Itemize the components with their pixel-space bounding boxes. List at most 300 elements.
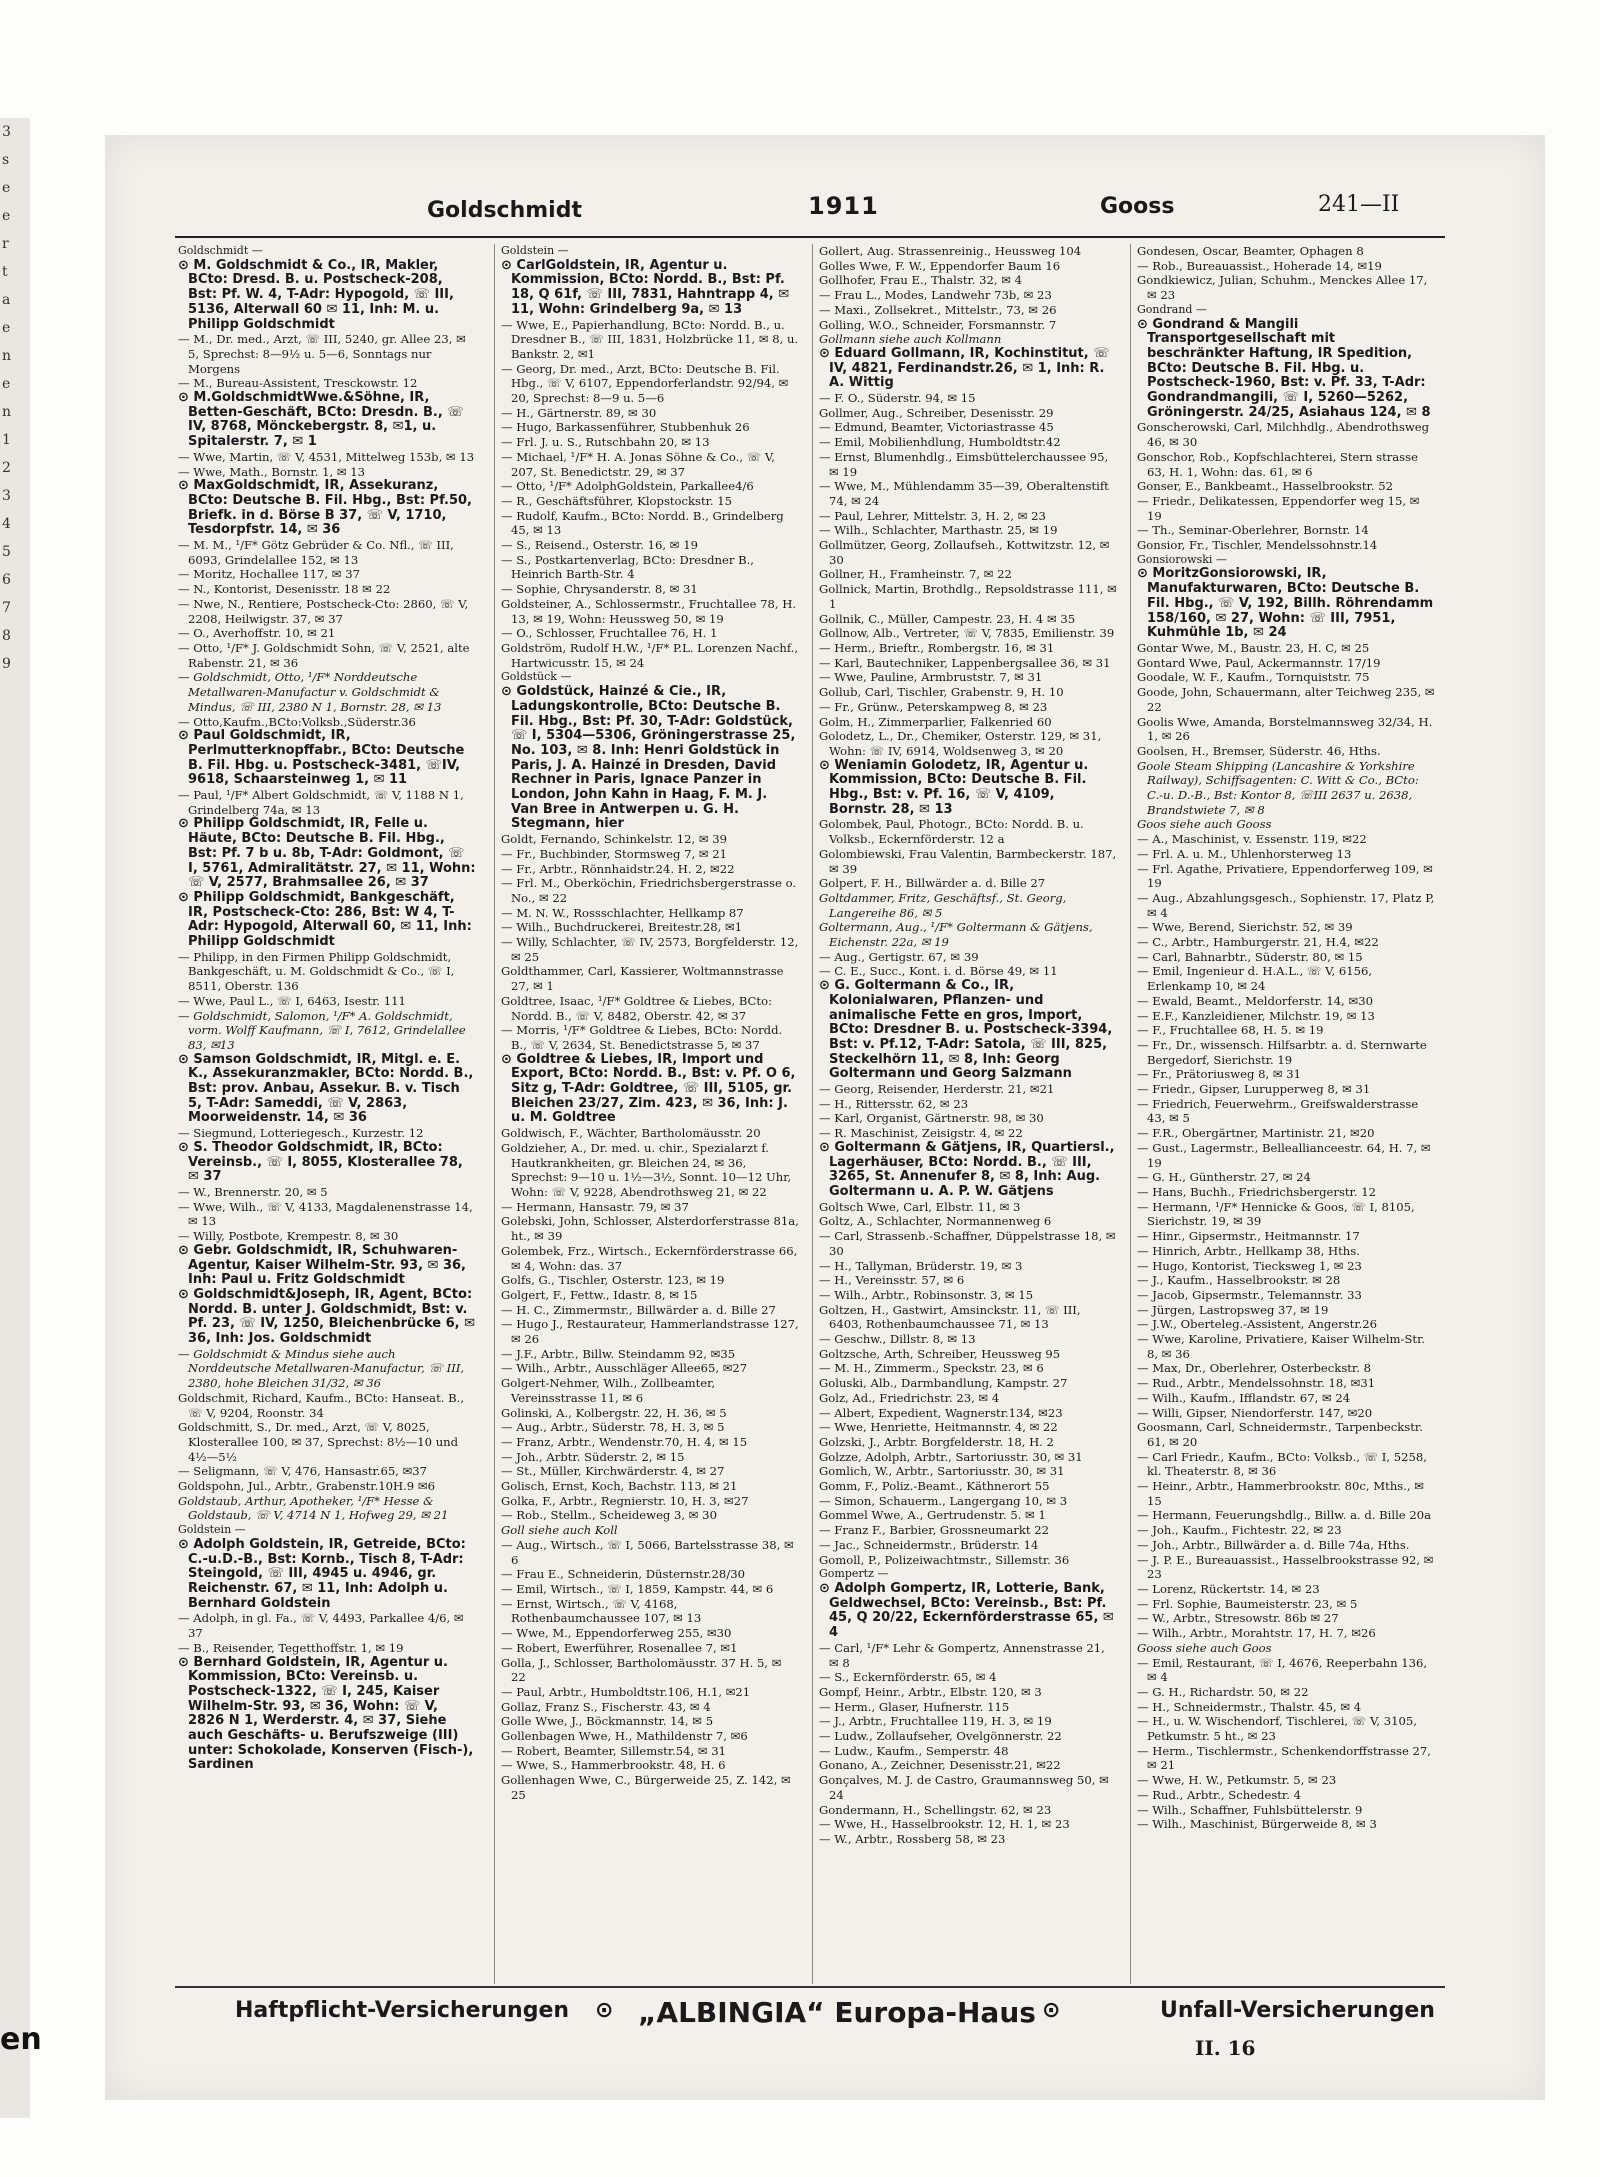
directory-entry: Gollmützer, Georg, Zollaufseh., Kottwitzstr. 12, ✉ 30 (819, 538, 1110, 567)
directory-entry: — H., Schneidermstr., Thalstr. 45, ✉ 4 (1137, 1699, 1362, 1714)
directory-entry: — Wwe, Henriette, Heitmannstr. 4, ✉ 22 (819, 1420, 1058, 1435)
directory-entry: — Ernst, Wirtsch., ☏ V, 4168, Rothenbaumchaussee 107, ✉ 13 (501, 1596, 702, 1626)
directory-entry: Gollaz, Franz S., Fischerstr. 43, ✉ 4 (501, 1699, 711, 1714)
directory-entry: Goldsteiner, A., Schlossermstr., Fruchtallee 78, H. 13, ✉ 19, Wohn: Heussweg 50, ✉ 19 (501, 596, 797, 626)
directory-entry: Goolis Wwe, Amanda, Borstelmannsweg 32/34, H. 1, ✉ 26 (1137, 714, 1433, 744)
directory-entry: — Wwe, M., Eppendorferweg 255, ✉30 (501, 1626, 732, 1641)
directory-entry: — Carl, Strassenb.-Schaffner, Düppelstrasse 18, ✉ 30 (819, 1229, 1116, 1258)
footer-bullet-icon: ⊙ (1042, 1998, 1061, 2023)
directory-entry: — Siegmund, Lotteriegesch., Kurzestr. 12 (178, 1126, 424, 1141)
directory-entry: — Frl. Agathe, Privatiere, Eppendorferweg 109, ✉ 19 (1137, 861, 1433, 891)
directory-entry: Gollenhagen Wwe, C., Bürgerweide 25, Z. 142, ✉ 25 (501, 1773, 791, 1802)
directory-entry: Goluski, Alb., Darmbandlung, Kampstr. 27 (819, 1376, 1068, 1391)
directory-entry: Golgert, F., Fettw., Idastr. 8, ✉ 15 (501, 1287, 698, 1302)
directory-entry: ⊙ Samson Goldschmidt, IR, Mitgl. e. E. K., Assekuranzmakler, BCto: Nordd. B., Bst: prov. Anbau, Assekur. B. v. Tisch 5, T-Adr: Sameddi, ☏ V, 2863, Moorweidenstr. 14, ✉ 36 (178, 1051, 474, 1126)
edge-fragment: 6 (2, 572, 11, 588)
column-4 (1130, 244, 1435, 1984)
directory-entry: — S., Postkartenverlag, BCto: Dresdner B., Heinrich Barth-Str. 4 (501, 552, 754, 582)
footer-center-text: „ALBINGIA“ Europa-Haus (638, 1996, 1036, 2029)
directory-entry: — Edmund, Beamter, Victoriastrasse 45 (819, 420, 1054, 435)
directory-entry: — J. P. E., Bureauassist., Hasselbrookstrasse 92, ✉ 23 (1137, 1552, 1434, 1582)
directory-entry: — Willi, Gipser, Niendorferstr. 147, ✉20 (1137, 1405, 1373, 1420)
signature-mark: II. 16 (1195, 2036, 1256, 2060)
directory-entry: Gonçalves, M. J. de Castro, Graumannsweg 50, ✉ 24 (819, 1773, 1109, 1802)
directory-entry: ⊙ Goldschmidt&Joseph, IR, Agent, BCto: Nordd. B. unter J. Goldschmidt, Bst: v. Pf. 23, ☏ IV, 1250, Bleichenbrücke 6, ✉ 36, Inh: Jos. Goldschmidt (178, 1286, 475, 1347)
directory-entry: Gondesen, Oscar, Beamter, Ophagen 8 (1137, 244, 1364, 258)
directory-entry: — M. M., ¹/F* Götz Gebrüder & Co. Nfl., ☏ III, 6093, Grindelallee 152, ✉ 13 (178, 538, 454, 567)
section-heading: Gonsiorowski — (1137, 552, 1227, 566)
edge-fragment: e (2, 320, 11, 336)
edge-fragment: t (2, 264, 8, 280)
directory-entry: ⊙ Adolph Gompertz, IR, Lotterie, Bank, Geldwechsel, BCto: Vereinsb., Bst: Pf. 45, Q 20/22, Eckernförderstrasse 65, ✉ 4 (819, 1580, 1114, 1641)
directory-entry: Golgert-Nehmer, Wilh., Zollbeamter, Vereinsstrasse 11, ✉ 6 (501, 1376, 716, 1405)
directory-entry: — Robert, Beamter, Sillemstr.54, ✉ 31 (501, 1743, 727, 1758)
directory-entry: — Hugo, Barkassenführer, Stubbenhuk 26 (501, 420, 750, 435)
directory-entry: Gompf, Heinr., Arbtr., Elbstr. 120, ✉ 3 (819, 1684, 1042, 1699)
directory-entry: Goltz, A., Schlachter, Normannenweg 6 (819, 1214, 1052, 1229)
directory-entry: — Wilh., Arbtr., Robinsonstr. 3, ✉ 15 (819, 1287, 1034, 1302)
directory-entry: — Emil, Wirtsch., ☏ I, 1859, Kampstr. 44, ✉ 6 (501, 1581, 774, 1596)
edge-fragment: 7 (2, 600, 11, 616)
directory-entry: ⊙ Eduard Gollmann, IR, Kochinstitut, ☏ IV, 4821, Ferdinandstr.26, ✉ 1, Inh: R. A. Wittig (819, 345, 1110, 391)
edge-fragment: 8 (2, 628, 11, 644)
directory-entry: Gonschor, Rob., Kopfschlachterei, Stern strasse 63, H. 1, Wohn: das. 61, ✉ 6 (1137, 449, 1418, 479)
directory-entry: Golles Wwe, F. W., Eppendorfer Baum 16 (819, 258, 1061, 273)
footer-bullet-icon: ⊙ (595, 1998, 614, 2023)
directory-entry: — Ewald, Beamt., Meldorferstr. 14, ✉30 (1137, 993, 1373, 1008)
directory-entry: Golebski, John, Schlosser, Alsterdorferstrasse 81a, ht., ✉ 39 (501, 1214, 799, 1244)
directory-entry: Gollhofer, Frau E., Thalstr. 32, ✉ 4 (819, 273, 1023, 288)
directory-entry: — O., Schlosser, Fruchtallee 76, H. 1 (501, 626, 718, 641)
directory-entry: Gonscherowski, Carl, Milchhdlg., Abendrothsweg 46, ✉ 30 (1137, 420, 1430, 450)
directory-entry: — Hugo, Kontorist, Tiecksweg 1, ✉ 23 (1137, 1258, 1362, 1273)
directory-entry: Golpert, F. H., Billwärder a. d. Bille 27 (819, 876, 1046, 891)
directory-entry: — Wwe, M., Mühlendamm 35—39, Oberaltenstift 74, ✉ 24 (819, 479, 1109, 508)
directory-entry: Gonano, A., Zeichner, Desenisstr.21, ✉22 (819, 1758, 1061, 1773)
directory-entry: Goltzsche, Arth, Schreiber, Heussweg 95 (819, 1346, 1061, 1361)
directory-entry: — Fr., Prätoriusweg 8, ✉ 31 (1137, 1067, 1301, 1082)
directory-entry: — Gust., Lagermstr., Belleallianceestr. 64, H. 7, ✉ 19 (1137, 1140, 1431, 1170)
directory-entry: — Wilh., Arbtr., Ausschläger Allee65, ✉27 (501, 1361, 748, 1376)
previous-page-edge (0, 118, 30, 2118)
directory-entry: — M. H., Zimmerm., Speckstr. 23, ✉ 6 (819, 1361, 1044, 1376)
directory-entry: — Wilh., Kaufm., Ifflandstr. 67, ✉ 24 (1137, 1390, 1351, 1405)
edge-fragment: 4 (2, 516, 11, 532)
directory-entry: Gollnik, C., Müller, Campestr. 23, H. 4 ✉ 35 (819, 611, 1076, 626)
directory-entry: Golinski, A., Kolbergstr. 22, H. 36, ✉ 5 (501, 1405, 727, 1420)
edge-fragment: 1 (2, 432, 11, 448)
directory-entry: ⊙ Paul Goldschmidt, IR, Perlmutterknopffabr., BCto: Deutsche B. Fil. Hbg. u. Postscheck-3481, ☏IV, 9618, Schaarsteinweg 1, ✉ 11 (178, 728, 465, 788)
directory-entry: — Lorenz, Rückertstr. 14, ✉ 23 (1137, 1581, 1320, 1596)
edge-fragment: a (2, 292, 11, 308)
directory-entry: — Wilh., Schlachter, Marthastr. 25, ✉ 19 (819, 523, 1058, 538)
directory-entry: — Frl. J. u. S., Rutschbahn 20, ✉ 13 (501, 435, 710, 450)
directory-entry: — Fr., Arbtr., Rönnhaidstr.24. H. 2, ✉22 (501, 861, 735, 876)
directory-entry: Gonsior, Fr., Tischler, Mendelssohnstr.14 (1137, 538, 1378, 553)
directory-entry: ⊙ Adolph Goldstein, IR, Getreide, BCto: C.-u.D.-B., Bst: Kornb., Tisch 8, T-Adr: Steingold, ☏ III, 4945 u. 4946, gr. Reichenstr. 67, ✉ 11, Inh: Adolph u. Bernhard Goldstein (178, 1536, 466, 1611)
edge-fragment: n (2, 404, 12, 420)
header-last-entry: Gooss (1100, 194, 1175, 219)
directory-entry: — R. Maschinist, Zeisigstr. 4, ✉ 22 (819, 1126, 1023, 1141)
directory-entry: — Hinr., Gipsermstr., Heitmannstr. 17 (1137, 1229, 1360, 1244)
directory-entry: Golembek, Frz., Wirtsch., Eckernförderstrasse 66, ✉ 4, Wohn: das. 37 (501, 1243, 798, 1273)
directory-entry: — S., Reisend., Osterstr. 16, ✉ 19 (501, 538, 698, 553)
directory-entry: — Friedrich, Feuerwehrm., Greifswalderstrasse 43, ✉ 5 (1137, 1096, 1419, 1126)
directory-entry: Golla, J., Schlosser, Bartholomäusstr. 37 H. 5, ✉ 22 (501, 1655, 782, 1685)
directory-entry: Gomm, F., Poliz.-Beamt., Käthnerort 55 (819, 1479, 1050, 1494)
column-1 (178, 244, 476, 1984)
directory-entry: — Wwe, E., Papierhandlung, BCto: Nordd. B., u. Dresdner B., ☏ III, 1831, Holzbrücke 11, ✉ 8, u. Bankstr. 2, ✉1 (501, 317, 799, 361)
directory-entry: — Nwe, N., Rentiere, Postscheck-Cto: 2860, ☏ V, 2208, Heilwigstr. 37, ✉ 37 (178, 596, 469, 626)
directory-entry: — Frl. Sophie, Baumeisterstr. 23, ✉ 5 (1137, 1596, 1358, 1611)
directory-entry: — Morris, ¹/F* Goldtree & Liebes, BCto: Nordd. B., ☏ V, 2634, St. Benedictstrasse 5, ✉ 37 (501, 1023, 783, 1052)
directory-entry: Gooss siehe auch Goos (1137, 1640, 1272, 1655)
directory-entry: Gollnick, Martin, Brothdlg., Repsoldstrasse 111, ✉ 1 (819, 582, 1117, 611)
directory-entry: — Wilh., Buchdruckerei, Breitestr.28, ✉1 (501, 920, 743, 935)
directory-entry: Goldstaub, Arthur, Apotheker, ¹/F* Hesse & Goldstaub, ☏ V, 4714 N 1, Hofweg 29, ✉ 21 (178, 1493, 449, 1523)
directory-entry: — Karl, Organist, Gärtnerstr. 98, ✉ 30 (819, 1111, 1044, 1126)
directory-entry: — Fr., Grünw., Peterskampweg 8, ✉ 23 (819, 699, 1048, 714)
directory-entry: Goldström, Rudolf H.W., ¹/F* P.L. Lorenzen Nachf., Hartwicusstr. 15, ✉ 24 (501, 640, 799, 670)
directory-entry: Gondermann, H., Schellingstr. 62, ✉ 23 (819, 1802, 1052, 1817)
directory-entry: Gollnow, Alb., Vertreter, ☏ V, 7835, Emilienstr. 39 (819, 626, 1115, 641)
directory-entry: Golisch, Ernst, Koch, Bachstr. 113, ✉ 21 (501, 1479, 738, 1494)
directory-entry: Goldwisch, F., Wächter, Bartholomäusstr. 20 (501, 1126, 761, 1141)
page-header (175, 188, 1445, 228)
directory-entry: Golling, W.O., Schneider, Forsmannstr. 7 (819, 317, 1057, 332)
directory-entry: ⊙ M.GoldschmidtWwe.&Söhne, IR, Betten-Geschäft, BCto: Dresdn. B., ☏ IV, 8768, Mönckebergstr. 8, ✉1, u. Spitalerstr. 7, ✉ 1 (178, 390, 464, 450)
directory-entry: — Wwe, H., Hasselbrookstr. 12, H. 1, ✉ 23 (819, 1817, 1070, 1832)
directory-entry: — Th., Seminar-Oberlehrer, Bornstr. 14 (1137, 523, 1369, 538)
directory-entry: — Friedr., Delikatessen, Eppendorfer weg 15, ✉ 19 (1137, 493, 1420, 523)
directory-entry: — Emil, Restaurant, ☏ I, 4676, Reeperbahn 136, ✉ 4 (1137, 1655, 1428, 1685)
directory-entry: ⊙ Philipp Goldschmidt, Bankgeschäft, IR, Postscheck-Cto: 286, Bst: W 4, T-Adr: Hypogold, Alterwall 60, ✉ 11, Inh: Philipp Goldschmidt (178, 889, 472, 950)
directory-entry: Golombiewski, Frau Valentin, Barmbeckerstr. 187, ✉ 39 (819, 846, 1117, 876)
directory-entry: — Herm., Tischlermstr., Schenkendorffstrasse 27, ✉ 21 (1137, 1743, 1431, 1773)
directory-entry: — J.W., Oberteleg.-Assistent, Angerstr.26 (1137, 1317, 1378, 1332)
edge-fragment: 9 (2, 656, 11, 672)
directory-entry: Golm, H., Zimmerparlier, Falkenried 60 (819, 714, 1052, 729)
directory-entry: — Adolph, in gl. Fa., ☏ V, 4493, Parkallee 4/6, ✉ 37 (178, 1611, 464, 1641)
directory-entry: — Frl. M., Oberköchin, Friedrichsbergerstrasse o. No., ✉ 22 (501, 876, 797, 905)
directory-entry: — M., Dr. med., Arzt, ☏ III, 5240, gr. Allee 23, ✉ 5, Sprechst: 8—9½ u. 5—6, Sonntags nur Morgens (178, 332, 466, 376)
directory-entry: — F.R., Obergärtner, Martinistr. 21, ✉20 (1137, 1126, 1375, 1141)
directory-entry: Goodale, W. F., Kaufm., Tornquiststr. 75 (1137, 670, 1370, 685)
edge-fragment: 5 (2, 544, 11, 560)
directory-entry: Gonser, E., Bankbeamt., Hasselbrookstr. 52 (1137, 479, 1393, 494)
directory-entry: Golzski, J., Arbtr. Borgfelderstr. 18, H. 2 (819, 1434, 1054, 1449)
directory-entry: ⊙ Weniamin Golodetz, IR, Agentur u. Kommission, BCto: Deutsche B. Fil. Hbg., Bst: v. Pf. 16, ☏ V, 4109, Bornstr. 28, ✉ 13 (819, 757, 1089, 817)
directory-entry: Golombek, Paul, Photogr., BCto: Nordd. B. u. Volksb., Eckernförderstr. 12 a (819, 817, 1084, 847)
directory-entry: — Fr., Buchbinder, Stormsweg 7, ✉ 21 (501, 846, 727, 861)
directory-entry: — C., Arbtr., Hamburgerstr. 21, H.4, ✉22 (1137, 935, 1379, 950)
directory-entry: Goldspohn, Jul., Arbtr., Grabenstr.10H.9 ✉6 (178, 1479, 435, 1494)
directory-entry: — Frau E., Schneiderin, Düsternstr.28/30 (501, 1567, 745, 1582)
directory-entry: — H., Tallyman, Brüderstr. 19, ✉ 3 (819, 1258, 1023, 1273)
directory-columns (178, 244, 1448, 1984)
footer-left-text: Haftpflicht-Versicherungen (235, 1998, 570, 2023)
directory-entry: Golka, F., Arbtr., Regnierstr. 10, H. 3, ✉27 (501, 1493, 749, 1508)
directory-entry: — Fr., Dr., wissensch. Hilfsarbtr. a. d. Sternwarte Bergedorf, Sierichstr. 19 (1137, 1037, 1427, 1067)
previous-page-edge-bottom: en (0, 2022, 42, 2057)
directory-entry: Goldthammer, Carl, Kassierer, Woltmannstrasse 27, ✉ 1 (501, 964, 784, 994)
directory-entry: Goldt, Fernando, Schinkelstr. 12, ✉ 39 (501, 832, 728, 847)
directory-entry: — E.F., Kanzleidiener, Milchstr. 19, ✉ 13 (1137, 1008, 1375, 1023)
directory-entry: — J.F., Arbtr., Billw. Steindamm 92, ✉35 (501, 1346, 736, 1361)
directory-entry: — Simon, Schauerm., Langergang 10, ✉ 3 (819, 1493, 1068, 1508)
footer-rule (175, 1986, 1445, 1988)
directory-entry: — H., Vereinsstr. 57, ✉ 6 (819, 1273, 965, 1288)
directory-entry: — Carl, ¹/F* Lehr & Gompertz, Annenstrasse 21, ✉ 8 (819, 1640, 1105, 1670)
directory-entry: — Goldschmidt, Otto, ¹/F* Norddeutsche Metallwaren-Manufactur v. Goldschmidt & Mindus, ☏ III, 2380 N 1, Bornstr. 28, ✉ 13 (178, 670, 442, 714)
column-3 (812, 244, 1117, 1984)
directory-entry: — Goldschmidt & Mindus siehe auch Norddeutsche Metallwaren-Manufactur, ☏ III, 2380, hohe Bleichen 31/32, ✉ 36 (178, 1346, 465, 1391)
directory-entry: ⊙ Goltermann & Gätjens, IR, Quartiersl., Lagerhäuser, BCto: Nordd. B., ☏ III, 3265, St. Annenufer 8, ✉ 8, Inh: Aug. Goltermann u. A. P. W. Gätjens (819, 1139, 1115, 1199)
directory-entry: ⊙ Gebr. Goldschmidt, IR, Schuhwaren-Agentur, Kaiser Wilhelm-Str. 93, ✉ 36, Inh: Paul u. Fritz Goldschmidt (178, 1242, 466, 1288)
directory-entry: Goode, John, Schauermann, alter Teichweg 235, ✉ 22 (1137, 685, 1435, 714)
directory-entry: — Rob., Bureauassist., Hoherade 14, ✉19 (1137, 258, 1382, 273)
directory-entry: Goldschmit, Richard, Kaufm., BCto: Hanseat. B., ☏ V, 9204, Roonstr. 34 (178, 1390, 465, 1420)
directory-entry: Gontar Wwe, M., Baustr. 23, H. C, ✉ 25 (1137, 640, 1370, 655)
directory-entry: ⊙ G. Goltermann & Co., IR, Kolonialwaren, Pflanzen- und animalische Fette en gros, Import, BCto: Dresdner B. u. Postscheck-3394, Bst: v. Pf.12, T-Adr: Satola, ☏ III, 825, Steckelhörn 11, ✉ 8, Inh: Georg Goltermann und Georg Salzmann (819, 978, 1113, 1082)
column-2 (494, 244, 799, 1984)
directory-entry: ⊙ Gondrand & Mangili Transportgesellschaft mit beschränkter Haftung, IR Spedition, BCto: Deutsche B. Fil. Hbg. u. Postscheck-1960, Bst: v. Pf. 33, T-Adr: Gondrandmangili, ☏ I, 5260—5262, Gröningerstr. 24/25, Asiahaus 124, ✉ 8 (1137, 316, 1431, 420)
directory-entry: — Frau L., Modes, Landwehr 73b, ✉ 23 (819, 288, 1052, 303)
edge-fragment: e (2, 180, 11, 196)
directory-entry: — R., Geschäftsführer, Klopstockstr. 15 (501, 493, 733, 508)
directory-entry: — H., u. W. Wischendorf, Tischlerei, ☏ V, 3105, Petkumstr. 5 ht., ✉ 23 (1137, 1714, 1417, 1744)
directory-entry: Goll siehe auch Koll (501, 1523, 618, 1538)
directory-entry: — Wwe, Paul L., ☏ I, 6463, Isestr. 111 (178, 993, 406, 1008)
directory-entry: ⊙ MaxGoldschmidt, IR, Assekuranz, BCto: Deutsche B. Fil. Hbg., Bst: Pf.50, Briefk. in d. Börse B 37, ☏ V, 1710, Tesdorpfstr. 14, ✉ 36 (178, 478, 472, 538)
directory-entry: — Hermann, ¹/F* Hennicke & Goos, ☏ I, 8105, Sierichstr. 19, ✉ 39 (1137, 1199, 1415, 1229)
section-heading: Gompertz — (819, 1567, 889, 1581)
edge-fragment: e (2, 376, 11, 392)
directory-entry: Golz, Ad., Friedrichstr. 23, ✉ 4 (819, 1390, 1000, 1405)
directory-entry: — Wwe, Berend, Sierichstr. 52, ✉ 39 (1137, 920, 1353, 935)
edge-fragment: n (2, 348, 12, 364)
directory-entry: — Georg, Dr. med., Arzt, BCto: Deutsche B. Fil. Hbg., ☏ V, 6107, Eppendorferlandstr. 92/94, ✉ 20, Sprechst: 8—9 u. 5—6 (501, 361, 789, 406)
directory-entry: ⊙ Philipp Goldschmidt, IR, Felle u. Häute, BCto: Deutsche B. Fil. Hbg., Bst: Pf. 7 b u. 8b, T-Adr: Goldmont, ☏ I, 5761, Admiralitätstr. 27, ✉ 11, Wohn: ☏ V, 2577, Brahmsallee 26, ✉ 37 (178, 816, 476, 891)
directory-entry: — Emil, Ingenieur d. H.A.L., ☏ V, 6156, Erlenkamp 10, ✉ 24 (1137, 964, 1373, 994)
directory-entry: — M., Bureau-Assistent, Tresckowstr. 12 (178, 376, 418, 391)
directory-entry: — Jürgen, Lastropsweg 37, ✉ 19 (1137, 1302, 1329, 1317)
directory-entry: Golodetz, L., Dr., Chemiker, Osterstr. 129, ✉ 31, Wohn: ☏ IV, 6914, Woldsenweg 3, ✉ 20 (819, 729, 1102, 758)
directory-entry: Gondkiewicz, Julian, Schuhm., Menckes Allee 17, ✉ 23 (1137, 273, 1428, 303)
directory-entry: — M. N. W., Rossschlachter, Hellkamp 87 (501, 905, 744, 920)
directory-entry: — Heinr., Arbtr., Hammerbrookstr. 80c, Mths., ✉ 15 (1137, 1479, 1425, 1508)
directory-entry: — B., Reisender, Tegetthoffstr. 1, ✉ 19 (178, 1640, 404, 1655)
directory-entry: — Paul, Arbtr., Humboldtstr.106, H.1, ✉21 (501, 1684, 751, 1699)
directory-entry: — Wwe, Pauline, Armbruststr. 7, ✉ 31 (819, 670, 1043, 685)
directory-entry: — Carl, Bahnarbtr., Süderstr. 80, ✉ 15 (1137, 949, 1363, 964)
directory-entry: — Ludw., Kaufm., Semperstr. 48 (819, 1743, 1009, 1758)
directory-entry: — Carl Friedr., Kaufm., BCto: Volksb., ☏ I, 5258, kl. Theaterstr. 8, ✉ 36 (1137, 1449, 1427, 1479)
header-rule (175, 236, 1445, 238)
directory-entry: — Karl, Bautechniker, Lappenbergsallee 36, ✉ 31 (819, 655, 1111, 670)
directory-entry: — Hugo J., Restaurateur, Hammerlandstrasse 127, ✉ 26 (501, 1317, 799, 1347)
directory-entry: — Aug., Gertigstr. 67, ✉ 39 (819, 949, 979, 964)
directory-entry: — W., Arbtr., Stresowstr. 86b ✉ 27 (1137, 1611, 1339, 1626)
directory-entry: — Frl. A. u. M., Uhlenhorsterweg 13 (1137, 846, 1352, 861)
directory-entry: — H. C., Zimmermstr., Billwärder a. d. Bille 27 (501, 1302, 776, 1317)
directory-entry: — Hans, Buchh., Friedrichsbergerstr. 12 (1137, 1185, 1376, 1199)
directory-entry: Goosmann, Carl, Schneidermstr., Tarpenbeckstr. 61, ✉ 20 (1137, 1420, 1423, 1449)
directory-entry: Gollmer, Aug., Schreiber, Desenisstr. 29 (819, 405, 1054, 420)
header-page-number: 241—II (1318, 192, 1400, 217)
directory-entry: — Hermann, Feuerungshdlg., Billw. a. d. Bille 20a (1137, 1508, 1432, 1523)
directory-entry: — Wwe, Math., Bornstr. 1, ✉ 13 (178, 464, 365, 479)
directory-entry: Gommel Wwe, A., Gertrudenstr. 5. ✉ 1 (819, 1508, 1046, 1523)
directory-entry: — Aug., Abzahlungsgesch., Sophienstr. 17, Platz P, ✉ 4 (1137, 890, 1435, 920)
edge-fragment: 2 (2, 460, 11, 476)
directory-entry: — Herm., Brieftr., Rombergstr. 16, ✉ 31 (819, 640, 1055, 655)
directory-entry: — C. E., Succ., Kont. i. d. Börse 49, ✉ 11 (819, 964, 1058, 979)
section-heading: Goldstein — (178, 1523, 246, 1537)
directory-entry: ⊙ Goldtree & Liebes, IR, Import und Export, BCto: Nordd. B., Bst: v. Pf. O 6, Sitz g, T-Adr: Goldtree, ☏ III, 5105, gr. Bleichen 23/27, Zim. 423, ✉ 36, Inh: J. u. M. Goldtree (501, 1051, 796, 1126)
directory-entry: — N., Kontorist, Desenisstr. 18 ✉ 22 (178, 582, 391, 597)
directory-entry: Goltzen, H., Gastwirt, Amsinckstr. 11, ☏ III, 6403, Rothenbaumchaussee 71, ✉ 13 (819, 1302, 1081, 1332)
directory-entry: — Jacob, Gipsermstr., Telemannstr. 33 (1137, 1287, 1362, 1302)
directory-entry: ⊙ M. Goldschmidt & Co., IR, Makler, BCto: Dresd. B. u. Postscheck-208, Bst: Pf. W. 4, T-Adr: Hypogold, ☏ III, 5136, Alterwall 60 ✉ 11, Inh: M. u. Philipp Goldschmidt (178, 257, 454, 332)
directory-entry: Gollub, Carl, Tischler, Grabenstr. 9, H. 10 (819, 685, 1064, 700)
directory-entry: — G. H., Richardstr. 50, ✉ 22 (1137, 1684, 1309, 1699)
edge-fragment: s (2, 152, 10, 168)
directory-entry: — Michael, ¹/F* H. A. Jonas Söhne & Co., ☏ V, 207, St. Benedictstr. 29, ✉ 37 (501, 449, 775, 479)
header-year: 1911 (808, 192, 879, 220)
directory-entry: Gollert, Aug. Strassenreinig., Heussweg 104 (819, 244, 1082, 258)
directory-entry: — J., Arbtr., Fruchtallee 119, H. 3, ✉ 19 (819, 1714, 1052, 1729)
directory-entry: — Philipp, in den Firmen Philipp Goldschmidt, Bankgeschäft, u. M. Goldschmidt & Co., ☏ I, 8511, Oberstr. 136 (178, 949, 455, 994)
directory-entry: Goldzieher, A., Dr. med. u. chir., Spezialarzt f. Hautkrankheiten, gr. Bleichen 24, ✉ 36, Sprechst: 9—10 u. 1½—3½, Sonnt. 10—12 Uhr, Wohn: ☏ V, 9228, Abendrothsweg 21, ✉ 22 (501, 1140, 792, 1199)
directory-entry: — Emil, Mobilienhdlung, Humboldtstr.42 (819, 435, 1061, 450)
directory-entry: — Joh., Kaufm., Fichtestr. 22, ✉ 23 (1137, 1523, 1342, 1538)
directory-entry: Gollmann siehe auch Kollmann (819, 332, 1002, 347)
directory-entry: — S., Eckernförderstr. 65, ✉ 4 (819, 1670, 997, 1685)
directory-entry: Golle Wwe, J., Böckmannstr. 14, ✉ 5 (501, 1714, 714, 1729)
directory-entry: — Herm., Glaser, Hufnerstr. 115 (819, 1699, 1010, 1714)
directory-entry: — Hermann, Hansastr. 79, ✉ 37 (501, 1199, 689, 1214)
directory-entry: — Willy, Postbote, Krempestr. 8, ✉ 30 (178, 1229, 399, 1244)
directory-entry: — Wwe, Martin, ☏ V, 4531, Mittelweg 153b, ✉ 13 (178, 449, 475, 464)
directory-entry: — Rob., Stellm., Scheideweg 3, ✉ 30 (501, 1508, 717, 1523)
directory-entry: — Ernst, Blumenhdlg., Eimsbüttelerchaussee 95, ✉ 19 (819, 449, 1109, 479)
directory-entry: — Joh., Arbtr., Billwärder a. d. Bille 74a, Hths. (1137, 1537, 1410, 1552)
directory-entry: Goole Steam Shipping (Lancashire & Yorkshire Railway), Schiffsagenten: C. Witt & Co., BCto: C.-u. D.-B., Bst: Kontor 8, ☏III 2637 u. 2638, Brandstwiete 7, ✉ 8 (1137, 758, 1419, 817)
directory-entry: — J., Kaufm., Hasselbrookstr. ✉ 28 (1137, 1273, 1341, 1288)
directory-entry: — Paul, Lehrer, Mittelstr. 3, H. 2, ✉ 23 (819, 508, 1046, 523)
directory-entry: — O., Averhoffstr. 10, ✉ 21 (178, 626, 336, 641)
directory-entry: Gontard Wwe, Paul, Ackermannstr. 17/19 (1137, 655, 1381, 670)
directory-entry: Goldtree, Isaac, ¹/F* Goldtree & Liebes, BCto: Nordd. B., ☏ V, 8482, Oberstr. 42, ✉ 37 (501, 993, 772, 1023)
directory-entry: — Wwe, Wilh., ☏ V, 4133, Magdalenenstrasse 14, ✉ 13 (178, 1199, 473, 1229)
directory-entry: — G. H., Güntherstr. 27, ✉ 24 (1137, 1170, 1311, 1185)
directory-entry: — Albert, Expedient, Wagnerstr.134, ✉23 (819, 1405, 1063, 1420)
directory-entry: — Franz F., Barbier, Grossneumarkt 22 (819, 1523, 1049, 1538)
directory-entry: — Maxi., Zollsekret., Mittelstr., 73, ✉ 26 (819, 302, 1057, 317)
directory-entry: — Georg, Reisender, Herderstr. 21, ✉21 (819, 1082, 1055, 1097)
directory-entry: — H., Rittersstr. 62, ✉ 23 (819, 1096, 969, 1111)
directory-entry: ⊙ CarlGoldstein, IR, Agentur u. Kommission, BCto: Nordd. B., Bst: Pf. 18, Q 61f, ☏ III, 7831, Hahntrapp 4, ✉11, Wohn: Grindelberg 9a, ✉ 13 (501, 257, 790, 317)
directory-entry: — Robert, Ewerführer, Rosenallee 7, ✉1 (501, 1640, 738, 1655)
advertisement-footer (175, 1996, 1445, 2036)
edge-fragment: 3 (2, 124, 11, 140)
directory-entry: Goldschmitt, S., Dr. med., Arzt, ☏ V, 8025, Klosterallee 100, ✉ 37, Sprechst: 8½—10 und 4½—5½ (178, 1420, 459, 1464)
directory-entry: — Wilh., Arbtr., Morahtstr. 17, H. 7, ✉26 (1137, 1626, 1376, 1641)
directory-entry: — Geschw., Dillstr. 8, ✉ 13 (819, 1332, 976, 1347)
directory-entry: — Aug., Wirtsch., ☏ I, 5066, Bartelsstrasse 38, ✉ 6 (501, 1537, 794, 1567)
directory-entry: — F., Fruchtallee 68, H. 5. ✉ 19 (1137, 1023, 1324, 1038)
directory-entry: — Wwe, S., Hammerbrookstr. 48, H. 6 (501, 1758, 726, 1773)
header-first-entry: Goldschmidt (427, 198, 582, 223)
directory-entry: Goltsch Wwe, Carl, Elbstr. 11, ✉ 3 (819, 1199, 1021, 1214)
edge-fragment: r (2, 236, 9, 252)
directory-entry: — F. O., Süderstr. 94, ✉ 15 (819, 391, 976, 406)
edge-fragment: 3 (2, 488, 11, 504)
directory-entry: Gollner, H., Framheinstr. 7, ✉ 22 (819, 567, 1012, 582)
section-heading: Gondrand — (1137, 302, 1207, 316)
directory-entry: — Rud., Arbtr., Schedestr. 4 (1137, 1787, 1301, 1802)
directory-entry: — Max, Dr., Oberlehrer, Osterbeckstr. 8 (1137, 1361, 1371, 1376)
directory-entry: — Otto,Kaufm.,BCto:Volksb.,Süderstr.36 (178, 714, 416, 729)
directory-entry: — Rud., Arbtr., Mendelssohnstr. 18, ✉31 (1137, 1376, 1376, 1391)
directory-entry: Golzze, Adolph, Arbtr., Sartoriusstr. 30, ✉ 31 (819, 1449, 1083, 1464)
directory-entry: Gomlich, W., Arbtr., Sartoriusstr. 30, ✉ 31 (819, 1464, 1065, 1479)
directory-entry: — Wwe, Karoline, Privatiere, Kaiser Wilhelm-Str. 8, ✉ 36 (1137, 1332, 1426, 1361)
directory-entry: Goos siehe auch Gooss (1137, 817, 1272, 832)
directory-entry: ⊙ Bernhard Goldstein, IR, Agentur u. Kommission, BCto: Vereinsb. u. Postscheck-1322, ☏ I, 245, Kaiser Wilhelm-Str. 93, ✉ 36, Wohn: ☏ V, 2826 N 1, Werderstr. 4, ✉ 37, Siehe auch Geschäfts- u. Berufszweige (III) unter: Schokolade, Konserven (Fisch-), Sardinen (178, 1654, 474, 1773)
directory-entry: ⊙ MoritzGonsiorowski, IR, Manufakturwaren, BCto: Deutsche B. Fil. Hbg., ☏ V, 192, Billh. Röhrendamm 158/160, ✉ 27, Wohn: ☏ III, 7951, Kuhmühle 1b, ✉ 24 (1137, 566, 1434, 641)
directory-entry: — Jac., Schneidermstr., Brüderstr. 14 (819, 1537, 1039, 1552)
directory-entry: Goltdammer, Fritz, Geschäftsf., St. Georg, Langereihe 86, ✉ 5 (819, 890, 1067, 920)
directory-entry: Goolsen, H., Bremser, Süderstr. 46, Hths. (1137, 743, 1381, 758)
directory-entry: — Ludw., Zollaufseher, Ovelgönnerstr. 22 (819, 1729, 1062, 1744)
directory-entry: Gomoll, P., Polizeiwachtmstr., Sillemstr. 36 (819, 1552, 1070, 1567)
section-heading: Goldstück — (501, 670, 572, 684)
edge-fragment: e (2, 208, 11, 224)
section-heading: Goldschmidt — (178, 244, 263, 257)
directory-entry: — H., Gärtnerstr. 89, ✉ 30 (501, 405, 657, 420)
directory-entry: Gollenbagen Wwe, H., Mathildenstr 7, ✉6 (501, 1729, 748, 1744)
directory-entry: — Joh., Arbtr. Süderstr. 2, ✉ 15 (501, 1449, 685, 1464)
directory-entry: ⊙ Goldstück, Hainzé & Cie., IR, Ladungskontrolle, BCto: Deutsche B. Fil. Hbg., Bst: Pf. 30, T-Adr: Goldstück, ☏ I, 5304—5306, Gröningerstrasse 25, No. 103, ✉ 8. Inh: Henri Goldstück in Paris, J. A. Hainzé in Dresden, David Rechner in Paris, Ignace Panzer in London, John Kahn in Haag, F. M. J. Van Bree in Antwerpen u. G. H. Stegmann, hier (501, 684, 796, 832)
directory-entry: Golfs, G., Tischler, Osterstr. 123, ✉ 19 (501, 1273, 725, 1288)
directory-entry: — Wwe, H. W., Petkumstr. 5, ✉ 23 (1137, 1773, 1337, 1788)
directory-entry: — Rudolf, Kaufm., BCto: Nordd. B., Grindelberg 45, ✉ 13 (501, 508, 784, 538)
directory-entry: Goltermann, Aug., ¹/F* Goltermann & Gätjens, Eichenstr. 22a, ✉ 19 (819, 920, 1093, 950)
directory-entry: — Otto, ¹/F* AdolphGoldstein, Parkallee4/6 (501, 479, 754, 494)
directory-entry: — Wilh., Schaffner, Fuhlsbüttelerstr. 9 (1137, 1802, 1363, 1817)
directory-entry: — Wilh., Maschinist, Bürgerweide 8, ✉ 3 (1137, 1817, 1377, 1832)
directory-entry: — Willy, Schlachter, ☏ IV, 2573, Borgfelderstr. 12, ✉ 25 (501, 935, 799, 964)
directory-entry: — Moritz, Hochallee 117, ✉ 37 (178, 567, 360, 582)
directory-entry: — Seligmann, ☏ V, 476, Hansastr.65, ✉37 (178, 1464, 428, 1479)
directory-entry: — A., Maschinist, v. Essenstr. 119, ✉22 (1137, 832, 1367, 847)
footer-right-text: Unfall-Versicherungen (1160, 1998, 1435, 2023)
directory-entry: — W., Arbtr., Rossberg 58, ✉ 23 (819, 1831, 1006, 1846)
directory-entry: ⊙ S. Theodor Goldschmidt, IR, BCto: Vereinsb., ☏ I, 8055, Klosterallee 78, ✉ 37 (178, 1139, 463, 1185)
directory-entry: — Franz, Arbtr., Wendenstr.70, H. 4, ✉ 15 (501, 1434, 748, 1449)
directory-entry: — Aug., Arbtr., Süderstr. 78, H. 3, ✉ 5 (501, 1420, 725, 1435)
directory-entry: — Otto, ¹/F* J. Goldschmidt Sohn, ☏ V, 2521, alte Rabenstr. 21, ✉ 36 (178, 640, 470, 670)
directory-entry: — Hinrich, Arbtr., Hellkamp 38, Hths. (1137, 1243, 1360, 1258)
directory-entry: — St., Müller, Kirchwärderstr. 4, ✉ 27 (501, 1464, 725, 1479)
directory-entry: — Friedr., Gipser, Lurupperweg 8, ✉ 31 (1137, 1082, 1371, 1097)
section-heading: Goldstein — (501, 244, 569, 257)
directory-entry: — Goldschmidt, Salomon, ¹/F* A. Goldschmidt, vorm. Wolff Kaufmann, ☏ I, 7612, Grindelallee 83, ✉13 (178, 1008, 466, 1052)
directory-entry: — W., Brennerstr. 20, ✉ 5 (178, 1185, 328, 1199)
directory-entry: — Sophie, Chrysanderstr. 8, ✉ 31 (501, 582, 698, 597)
